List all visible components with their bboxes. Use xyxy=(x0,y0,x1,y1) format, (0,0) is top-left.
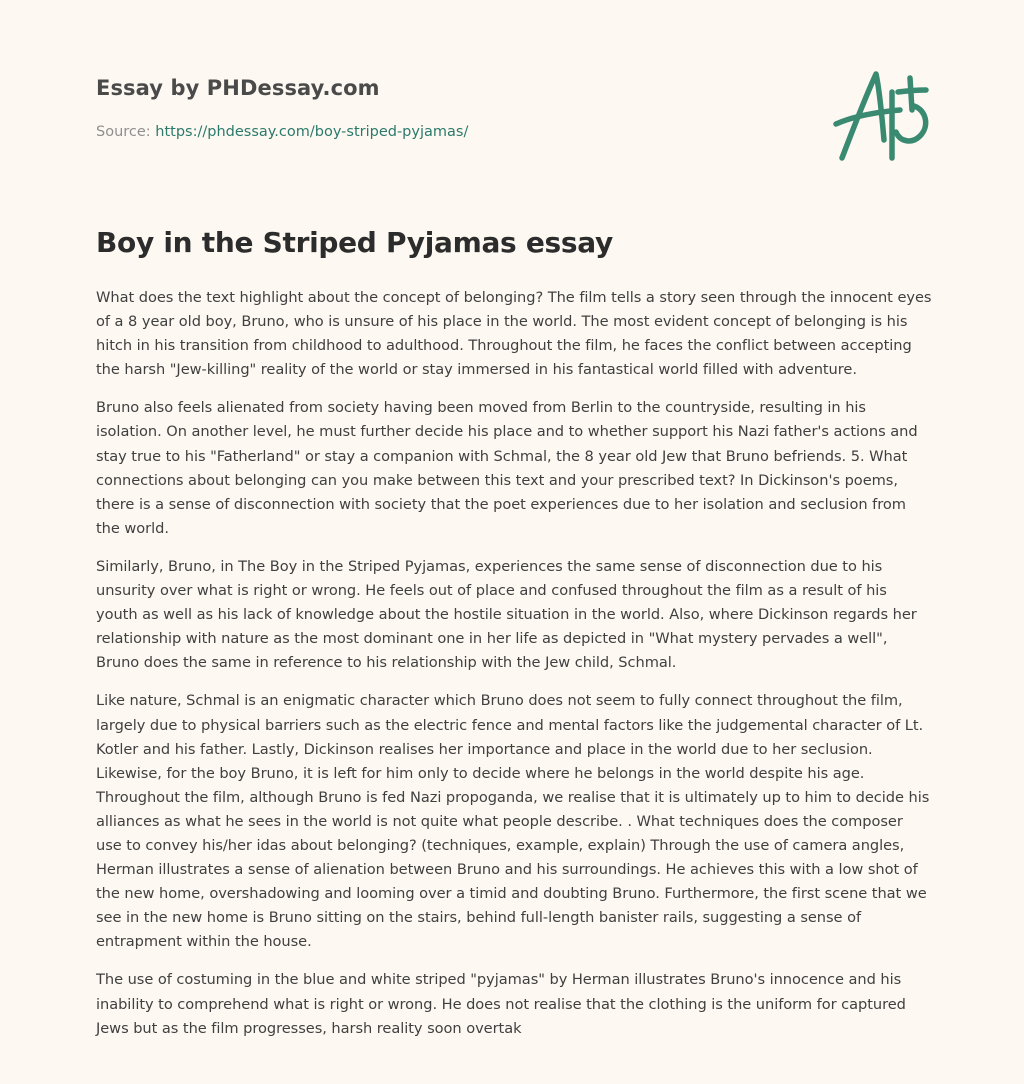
source-label: Source: xyxy=(96,124,151,140)
source-line xyxy=(96,124,468,140)
a-plus-logo-icon xyxy=(824,62,934,166)
essay-title: Boy in the Striped Pyjamas essay xyxy=(96,226,613,259)
brand-title: Essay by PHDessay.com xyxy=(96,76,380,100)
paragraph: Bruno also feels alienated from society having been moved from Berlin to the countryside, resulting in his isolation. On another level, he must further decide his place and to whether support his Nazi father's actions and stay true to his "Fatherland" or stay a companion with Schmal, the 8 year old Jew that Bruno befriends. 5. What connections about belonging can you make between this text and your prescribed text? In Dickinson's poems, there is a sense of disconnection with society that the poet experiences due to her isolation and seclusion from the world. xyxy=(96,399,918,537)
paragraph: The use of costuming in the blue and white striped "pyjamas" by Herman illustrates Bruno's innocence and his inability to comprehend what is right or wrong. He does not realise that the clothing is the uniform for captured Jews but as the film progresses, harsh reality soon overtak xyxy=(96,971,906,1037)
paragraph: Like nature, Schmal is an enigmatic character which Bruno does not seem to fully connect throughout the film, largely due to physical barriers such as the electric fence and mental factors like the judgemental character of Lt. Kotler and his father. Lastly, Dickinson realises her importance and place in the world due to her seclusion. Likewise, for the boy Bruno, it is left for him only to decide where he belongs in the world despite his age. Throughout the film, although Bruno is fed Nazi propoganda, we realise that it is ultimately up to him to decide his alliances as what he sees in the world is not quite what people describe. . What techniques does the composer use to convey his/her idas about belonging? (techniques, example, explain) Through the use of camera angles, Herman illustrates a sense of alienation between Bruno and his surroundings. He achieves this with a low shot of the new home, overshadowing and looming over a timid and doubting Bruno. Furthermore, the first scene that we see in the new home is Bruno sitting on the stairs, behind full-length banister rails, suggesting a sense of entrapment within the house. xyxy=(96,692,930,951)
paragraph: What does the text highlight about the concept of belonging? The film tells a story seen through the innocent eyes of a 8 year old boy, Bruno, who is unsure of his place in the world. The most evident concept of belonging is his hitch in his transition from childhood to adulthood. Throughout the film, he faces the conflict between accepting the harsh "Jew-killing" reality of the world or stay immersed in his fantastical world filled with adventure. xyxy=(96,289,932,379)
essay-body xyxy=(96,286,932,1055)
paragraph: Similarly, Bruno, in The Boy in the Striped Pyjamas, experiences the same sense of disconnection due to his unsurity over what is right or wrong. He feels out of place and confused throughout the film as a result of his youth as well as his lack of knowledge about the hostile situation in the world. Also, where Dickinson regards her relationship with nature as the most dominant one in her life as depicted in "What mystery pervades a well", Bruno does the same in reference to his relationship with the Jew child, Schmal. xyxy=(96,557,917,672)
source-link[interactable]: https://phdessay.com/boy-striped-pyjamas/ xyxy=(155,124,469,140)
page-header xyxy=(96,0,928,180)
